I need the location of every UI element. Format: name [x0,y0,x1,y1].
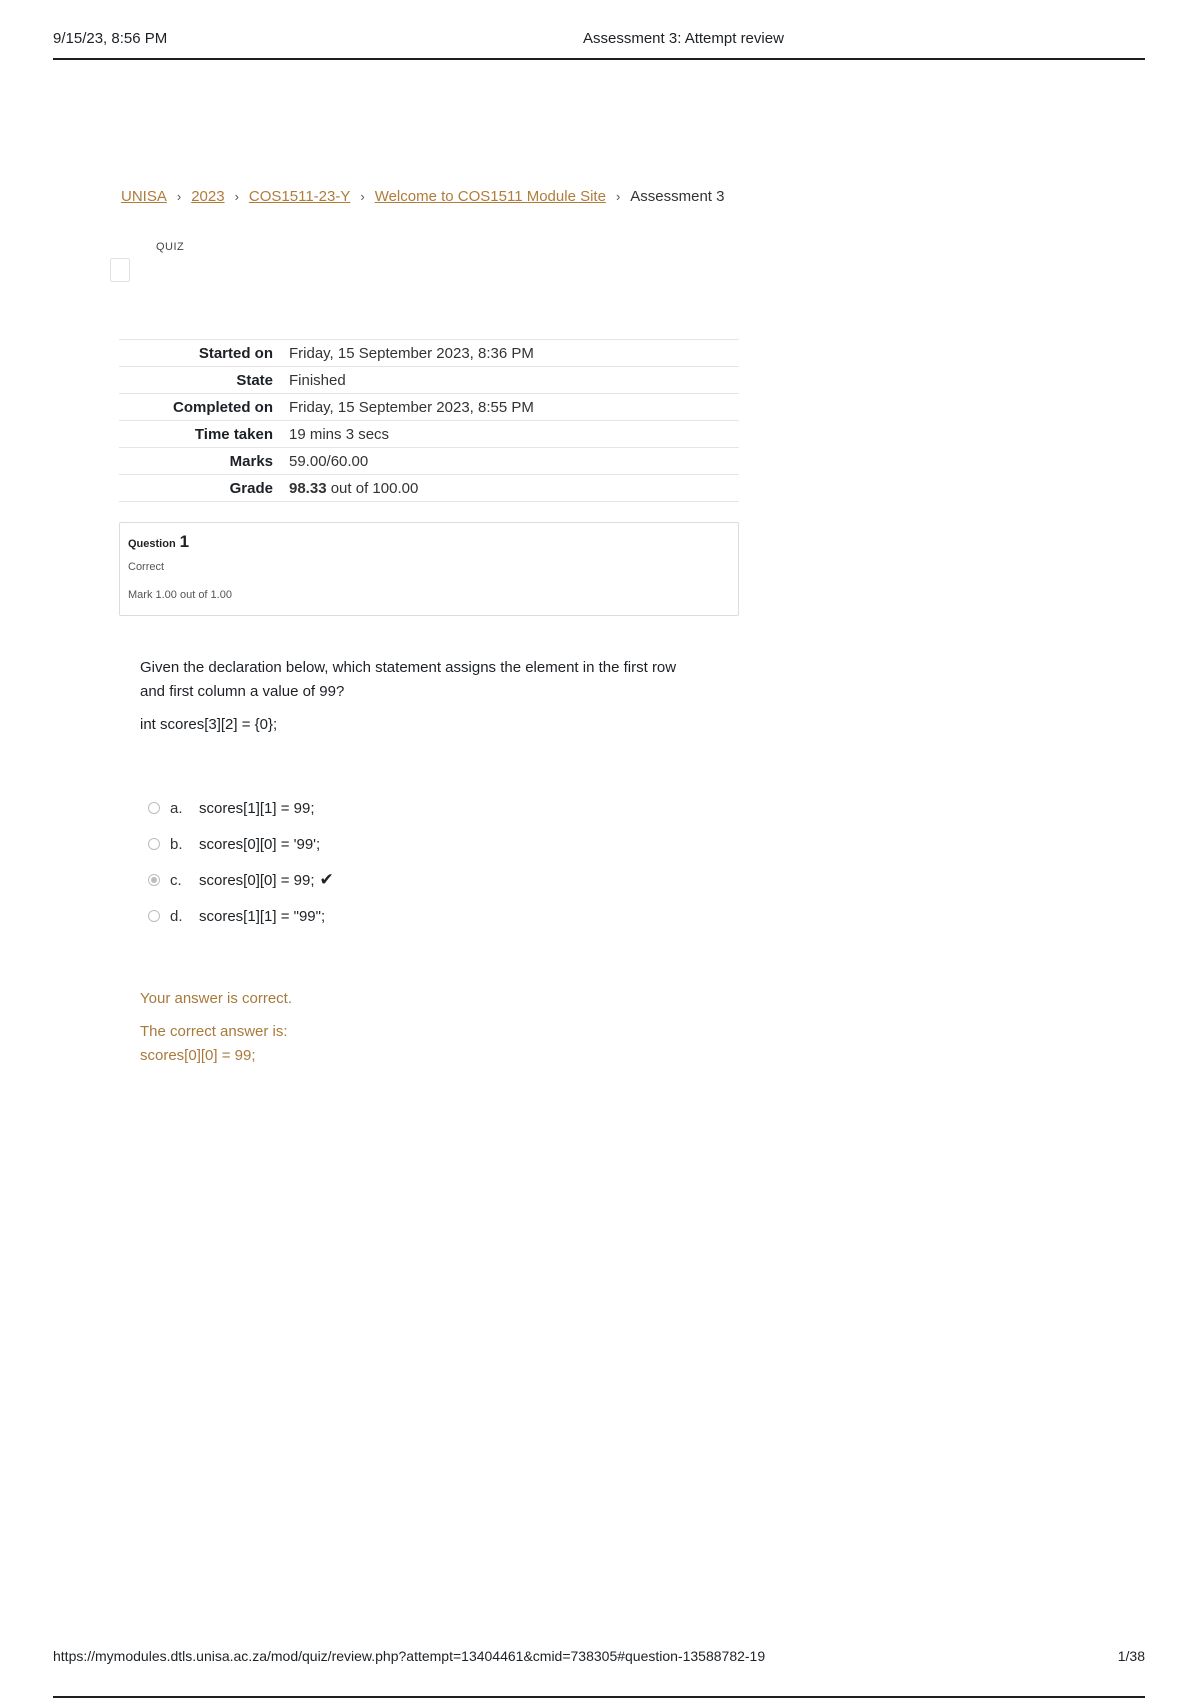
summary-value: Friday, 15 September 2023, 8:55 PM [281,394,739,421]
summary-row [119,421,739,448]
summary-row [119,394,739,421]
chevron-right-icon: › [234,189,239,204]
summary-row [119,475,739,502]
breadcrumb-link-unisa[interactable]: UNISA [121,188,167,205]
answer-option-d[interactable] [148,898,334,934]
summary-row [119,340,739,367]
check-icon: ✔ [319,870,334,889]
summary-value [281,475,739,502]
answer-letter: d. [170,907,183,925]
summary-row [119,448,739,475]
summary-value: 59.00/60.00 [281,448,739,475]
quiz-icon [110,258,130,282]
answer-text: scores[1][1] = 99; [199,799,315,817]
summary-label: Marks [119,448,281,475]
print-url: https://mymodules.dtls.unisa.ac.za/mod/quiz/review.php?attempt=13404461&cmid=738305#question-13588782-19 [53,1648,766,1664]
grade-value: 98.33 [289,480,327,497]
summary-value: 19 mins 3 secs [281,421,739,448]
breadcrumb-link-year[interactable]: 2023 [191,188,225,205]
summary-label: Time taken [119,421,281,448]
attempt-summary-table [119,339,739,502]
radio-button[interactable] [148,802,160,814]
question-number [128,532,189,552]
question-label: Question [128,538,176,550]
radio-button[interactable] [148,838,160,850]
right-answer-label: The correct answer is: [140,1023,288,1040]
print-title: Assessment 3: Attempt review [583,30,784,47]
page-number: 1/38 [1117,1648,1145,1664]
radio-button[interactable] [148,910,160,922]
chevron-right-icon: › [176,189,182,204]
summary-label: Started on [119,340,281,367]
grade-suffix: out of 100.00 [326,480,419,497]
answer-text: scores[1][1] = "99"; [199,907,326,925]
question-grade: Mark 1.00 out of 1.00 [128,589,232,601]
breadcrumb-link-section[interactable]: Welcome to COS1511 Module Site [374,188,606,205]
activity-type-label: QUIZ [156,241,185,253]
summary-label: Grade [119,475,281,502]
answer-options [148,790,334,934]
general-feedback: Your answer is correct. [140,990,293,1007]
answer-letter: a. [170,799,183,817]
question-code: int scores[3][2] = {0}; [140,716,278,733]
chevron-right-icon: › [360,189,365,204]
answer-option-c[interactable] [148,862,334,898]
answer-option-a[interactable] [148,790,334,826]
print-date: 9/15/23, 8:56 PM [53,30,168,47]
print-header [53,30,1145,60]
radio-button-selected[interactable] [148,874,160,886]
summary-label: State [119,367,281,394]
answer-letter: c. [170,871,182,889]
answer-text: scores[0][0] = '99'; [199,835,321,853]
breadcrumb-link-course[interactable]: COS1511-23-Y [248,188,351,205]
breadcrumb-current: Assessment 3 [630,188,725,205]
question-text: Given the declaration below, which statement assigns the element in the first row and first column a value of 99? [140,659,677,700]
answer-letter: b. [170,835,183,853]
question-state: Correct [128,561,165,573]
answer-text: scores[0][0] = 99; [199,871,315,889]
summary-value: Friday, 15 September 2023, 8:36 PM [281,340,739,367]
breadcrumb [121,188,725,205]
answer-option-b[interactable] [148,826,334,862]
chevron-right-icon: › [615,189,621,204]
summary-value: Finished [281,367,739,394]
summary-row [119,367,739,394]
summary-label: Completed on [119,394,281,421]
question-number-value: 1 [179,532,190,551]
question-info-box [119,522,739,616]
print-footer [53,1648,1145,1698]
right-answer-value: scores[0][0] = 99; [140,1047,256,1064]
